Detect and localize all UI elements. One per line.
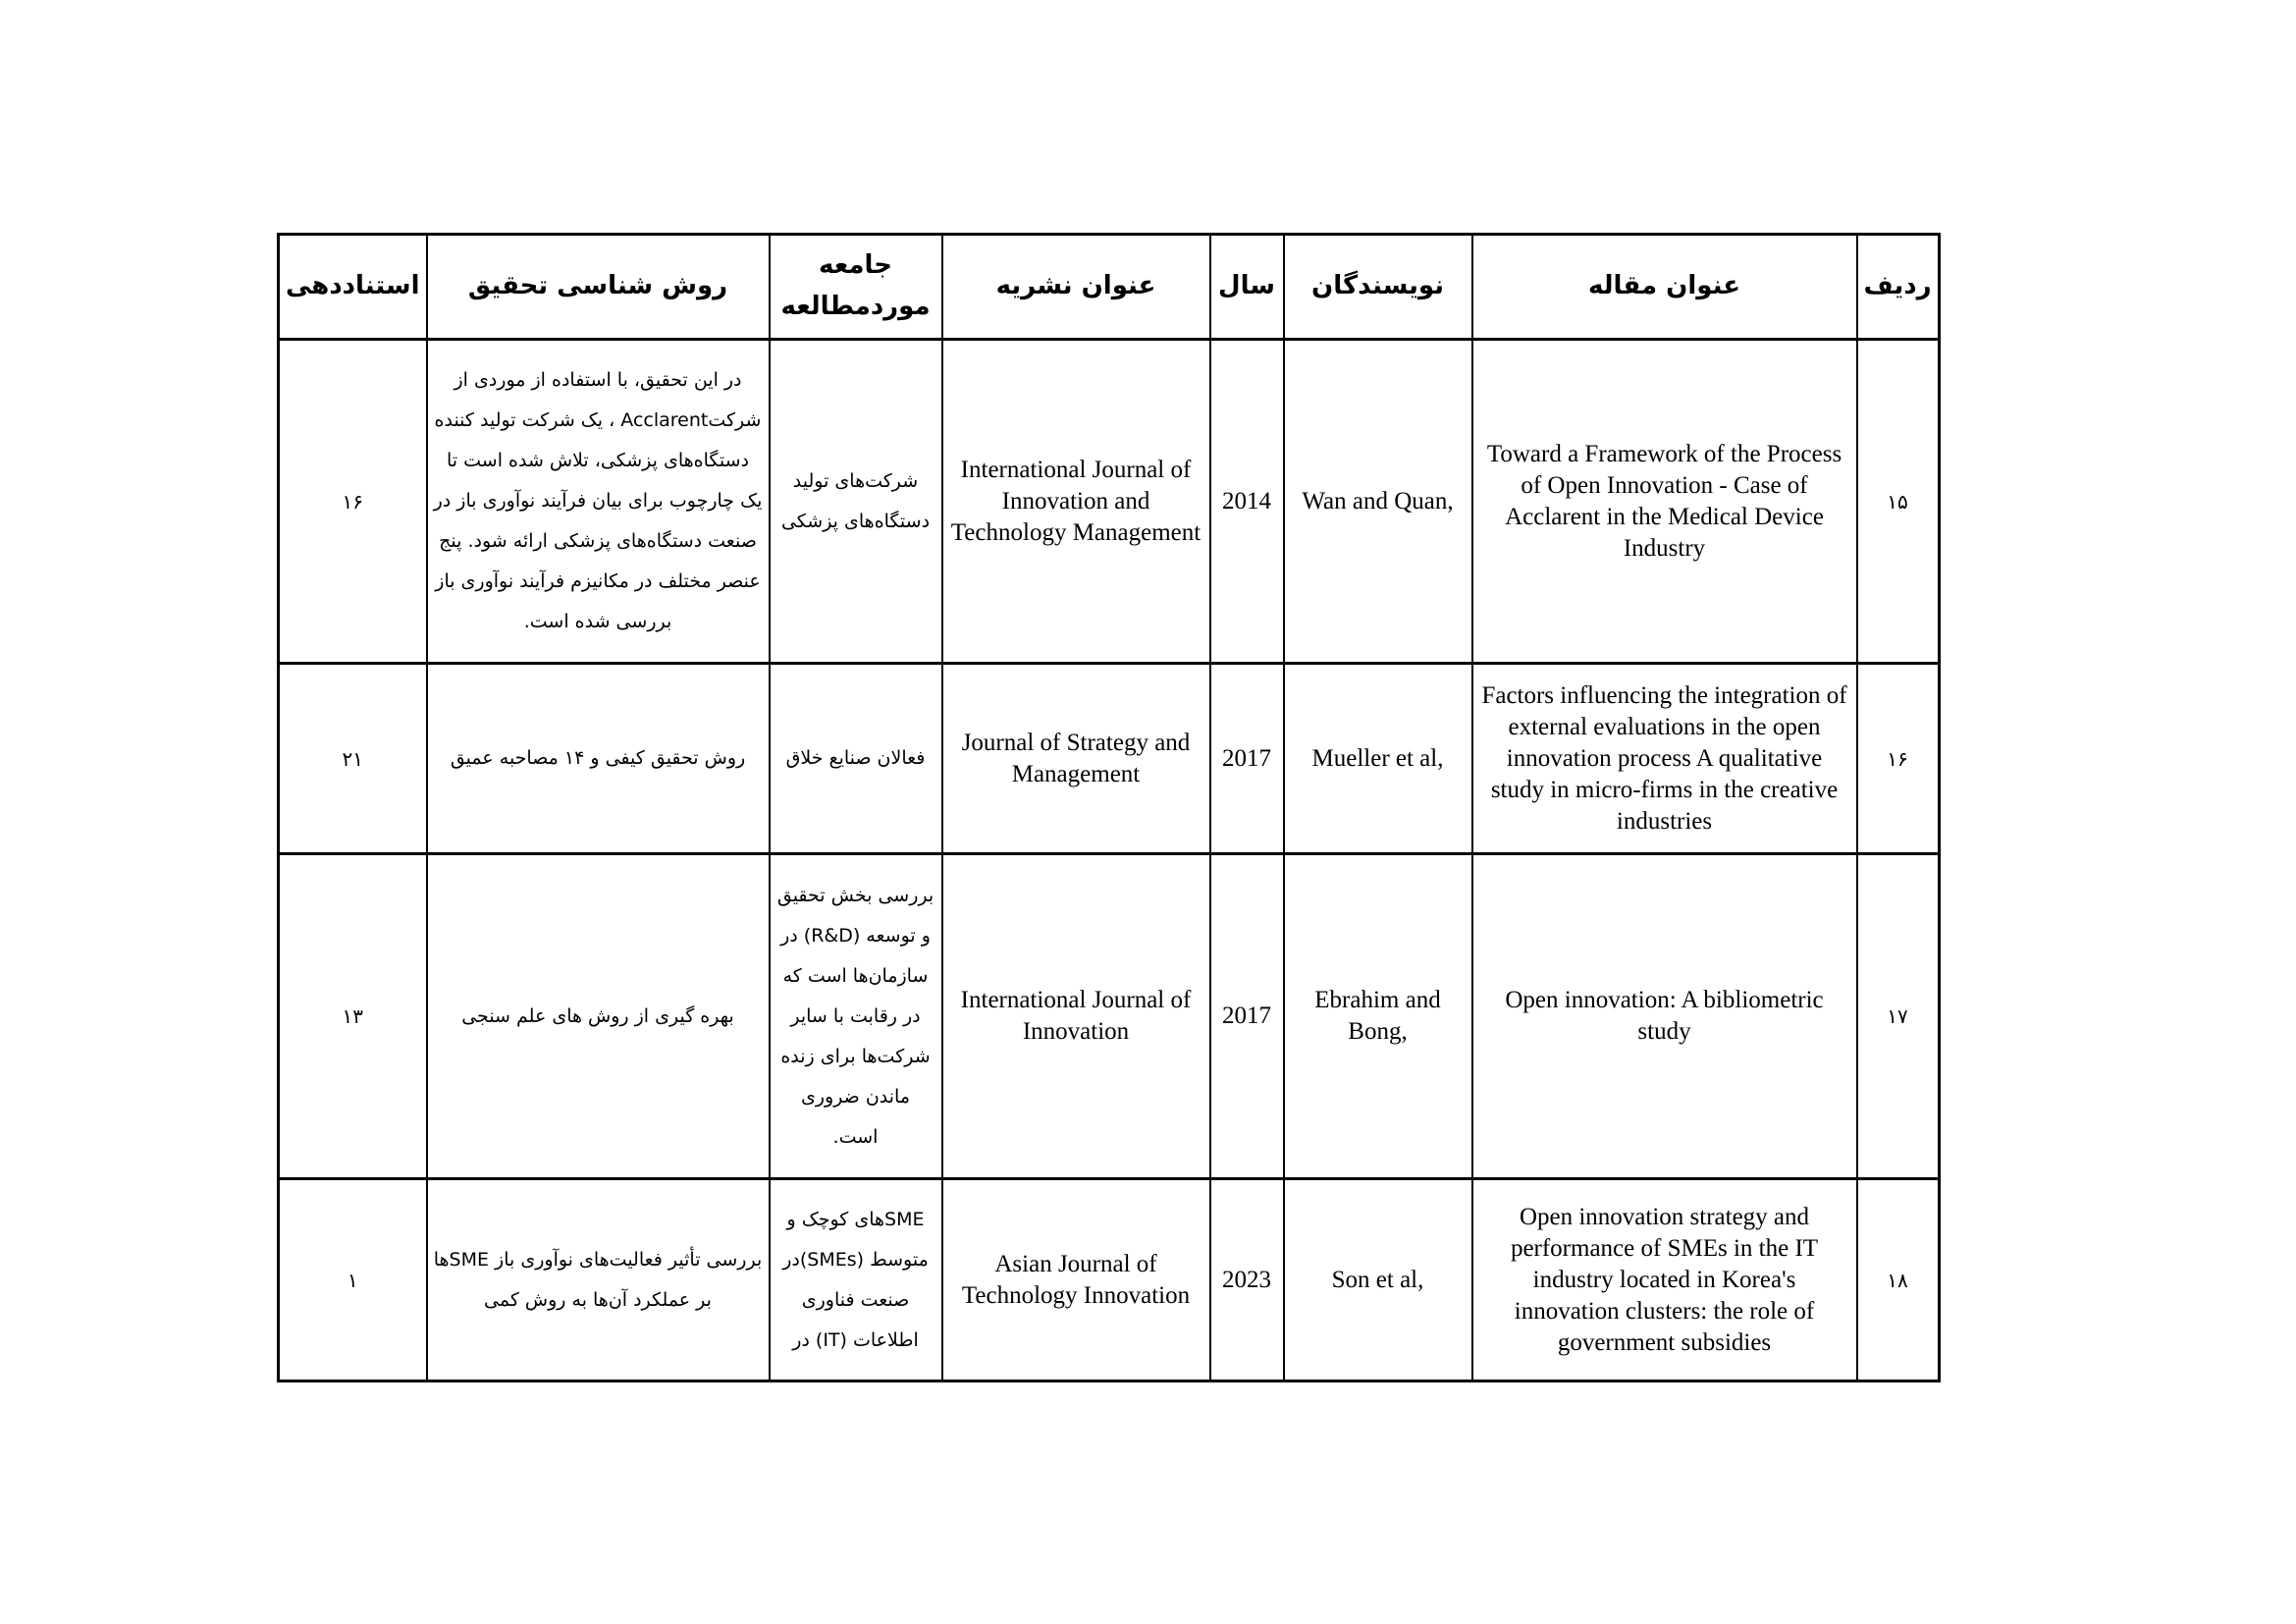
cell-citations: ۱۳ xyxy=(279,854,427,1179)
header-title: عنوان مقاله xyxy=(1472,235,1857,340)
cell-journal: Journal of Strategy and Management xyxy=(942,664,1210,854)
header-authors: نویسندگان xyxy=(1284,235,1472,340)
cell-title: Factors influencing the integration of external evaluations in the open innovation process A qualitative study in micro-firms in the creative industries xyxy=(1472,664,1857,854)
table-row xyxy=(279,664,1940,854)
header-row: ردیف xyxy=(1857,235,1940,340)
cell-methodology: بهره گیری از روش های علم سنجی xyxy=(427,854,770,1179)
table-row xyxy=(279,1179,1940,1381)
cell-year: 2023 xyxy=(1210,1179,1284,1381)
cell-methodology: روش تحقیق کیفی و ۱۴ مصاحبه عمیق xyxy=(427,664,770,854)
cell-year: 2017 xyxy=(1210,854,1284,1179)
cell-authors: Wan and Quan, xyxy=(1284,340,1472,664)
cell-authors: Son et al, xyxy=(1284,1179,1472,1381)
cell-journal: Asian Journal of Technology Innovation xyxy=(942,1179,1210,1381)
cell-methodology: در این تحقیق، با استفاده از موردی از شرکتAcclarent ، یک شرکت تولید کننده دستگاه‌های پزشکی، تلاش شده است تا یک چارچوب برای بیان فرآیند نوآوری باز در صنعت دستگاه‌های پزشکی ارائه شود. پنج عنصر مختلف در مکانیزم فرآیند نوآوری باز بررسی شده است. xyxy=(427,340,770,664)
cell-title: Open innovation strategy and performance of SMEs in the IT industry located in Korea's innovation clusters: the role of government subsidies xyxy=(1472,1179,1857,1381)
cell-title: Toward a Framework of the Process of Open Innovation - Case of Acclarent in the Medical Device Industry xyxy=(1472,340,1857,664)
cell-year: 2017 xyxy=(1210,664,1284,854)
header-population: جامعه موردمطالعه xyxy=(770,235,942,340)
cell-citations: ۱ xyxy=(279,1179,427,1381)
cell-authors: Mueller et al, xyxy=(1284,664,1472,854)
cell-population: بررسی بخش تحقیق و توسعه (R&D) در سازمان‌ها است که در رقابت با سایر شرکت‌ها برای زنده ماندن ضروری است. xyxy=(770,854,942,1179)
cell-journal: International Journal of Innovation and Technology Management xyxy=(942,340,1210,664)
header-year: سال xyxy=(1210,235,1284,340)
cell-year: 2014 xyxy=(1210,340,1284,664)
cell-row-number: ۱۵ xyxy=(1857,340,1940,664)
cell-citations: ۲۱ xyxy=(279,664,427,854)
cell-population: فعالان صنایع خلاق xyxy=(770,664,942,854)
table-header-row xyxy=(279,235,1940,340)
cell-authors: Ebrahim and Bong, xyxy=(1284,854,1472,1179)
cell-population: SMEهای کوچک و متوسط (SMEs)در صنعت فناوری اطلاعات (IT) در xyxy=(770,1179,942,1381)
cell-row-number: ۱۷ xyxy=(1857,854,1940,1179)
cell-row-number: ۱۸ xyxy=(1857,1179,1940,1381)
cell-citations: ۱۶ xyxy=(279,340,427,664)
cell-title: Open innovation: A bibliometric study xyxy=(1472,854,1857,1179)
cell-journal: International Journal of Innovation xyxy=(942,854,1210,1179)
cell-methodology: بررسی تأثیر فعالیت‌های نوآوری باز SMEها بر عملکرد آن‌ها به روش کمی xyxy=(427,1179,770,1381)
header-journal: عنوان نشریه xyxy=(942,235,1210,340)
cell-row-number: ۱۶ xyxy=(1857,664,1940,854)
cell-population: شرکت‌های تولید دستگاه‌های پزشکی xyxy=(770,340,942,664)
header-citations: استناددهی xyxy=(279,235,427,340)
literature-review-table xyxy=(277,233,1941,1382)
table-row xyxy=(279,854,1940,1179)
table-row xyxy=(279,340,1940,664)
header-methodology: روش شناسی تحقیق xyxy=(427,235,770,340)
